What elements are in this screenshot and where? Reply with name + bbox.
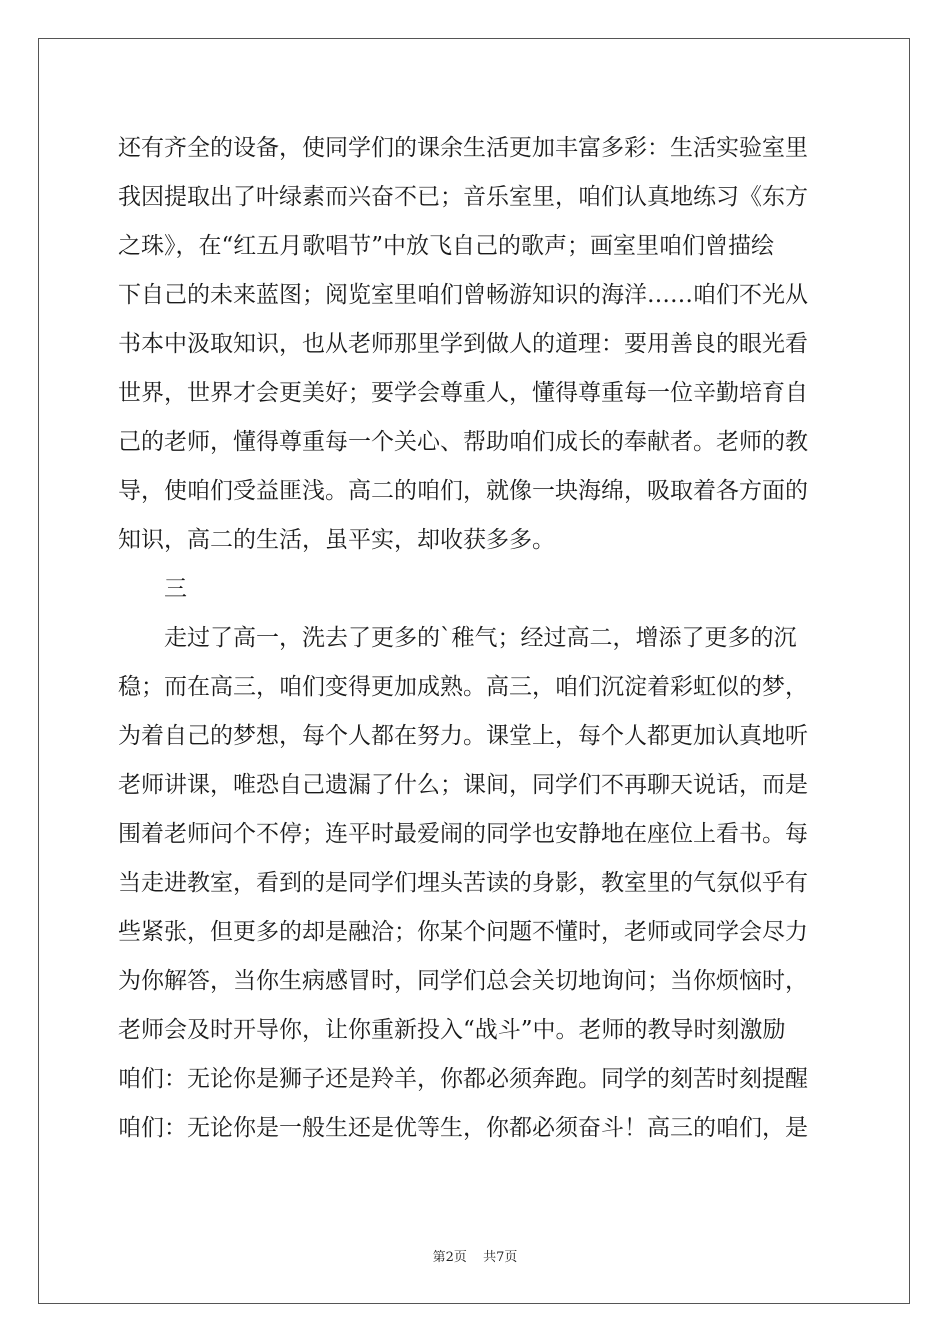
text-line: 围着老师问个不停；连平时最爱闹的同学也安静地在座位上看书。每 xyxy=(118,821,808,847)
document-body xyxy=(118,124,834,1153)
text-line: 书本中汲取知识，也从老师那里学到做人的道理：要用善良的眼光看 xyxy=(118,331,808,357)
text-line: 下自己的未来蓝图；阅览室里咱们曾畅游知识的海洋……咱们不光从 xyxy=(118,282,808,308)
text-line: 老师讲课，唯恐自己遗漏了什么；课间，同学们不再聊天说话，而是 xyxy=(118,772,808,798)
text-line: 知识，高二的生活，虽平实，却收获多多。 xyxy=(118,527,555,553)
text-line: 稳；而在高三，咱们变得更加成熟。高三，咱们沉淀着彩虹似的梦， xyxy=(118,674,808,700)
text-line: 咱们：无论你是一般生还是优等生，你都必须奋斗！高三的咱们，是 xyxy=(118,1115,808,1141)
text-line: 导，使咱们受益匪浅。高二的咱们，就像一块海绵，吸取着各方面的 xyxy=(118,478,808,504)
paragraph-1 xyxy=(118,124,834,565)
text-line: 我因提取出了叶绿素而兴奋不已；音乐室里，咱们认真地练习《东方 xyxy=(118,184,808,210)
section-heading: 三 xyxy=(164,576,187,602)
text-line: 当走进教室，看到的是同学们埋头苦读的身影，教室里的气氛似乎有 xyxy=(118,870,808,896)
page-footer xyxy=(0,1246,950,1265)
text-line: 些紧张，但更多的却是融洽；你某个问题不懂时，老师或同学会尽力 xyxy=(118,919,808,945)
text-line: 还有齐全的设备，使同学们的课余生活更加丰富多彩：生活实验室里 xyxy=(118,135,808,161)
paragraph-2 xyxy=(118,614,834,1153)
text-line: 为你解答，当你生病感冒时，同学们总会关切地询问；当你烦恼时， xyxy=(118,968,808,994)
page-total: 共7页 xyxy=(483,1250,518,1265)
text-line: 为着自己的梦想，每个人都在努力。课堂上，每个人都更加认真地听 xyxy=(118,723,808,749)
text-line: 己的老师，懂得尊重每一个关心、帮助咱们成长的奉献者。老师的教 xyxy=(118,429,808,455)
text-line: 老师会及时开导你，让你重新投入“战斗”中。老师的教导时刻激励 xyxy=(118,1017,786,1043)
text-line: 咱们：无论你是狮子还是羚羊，你都必须奔跑。同学的刻苦时刻提醒 xyxy=(118,1066,808,1092)
page-number: 第2页 xyxy=(432,1250,467,1265)
text-line: 之珠》，在“红五月歌唱节”中放飞自己的歌声；画室里咱们曾描绘 xyxy=(118,233,775,259)
text-line: 世界，世界才会更美好；要学会尊重人，懂得尊重每一位辛勤培育自 xyxy=(118,380,808,406)
text-line: 走过了高一，洗去了更多的`稚气；经过高二，增添了更多的沉 xyxy=(164,625,797,651)
